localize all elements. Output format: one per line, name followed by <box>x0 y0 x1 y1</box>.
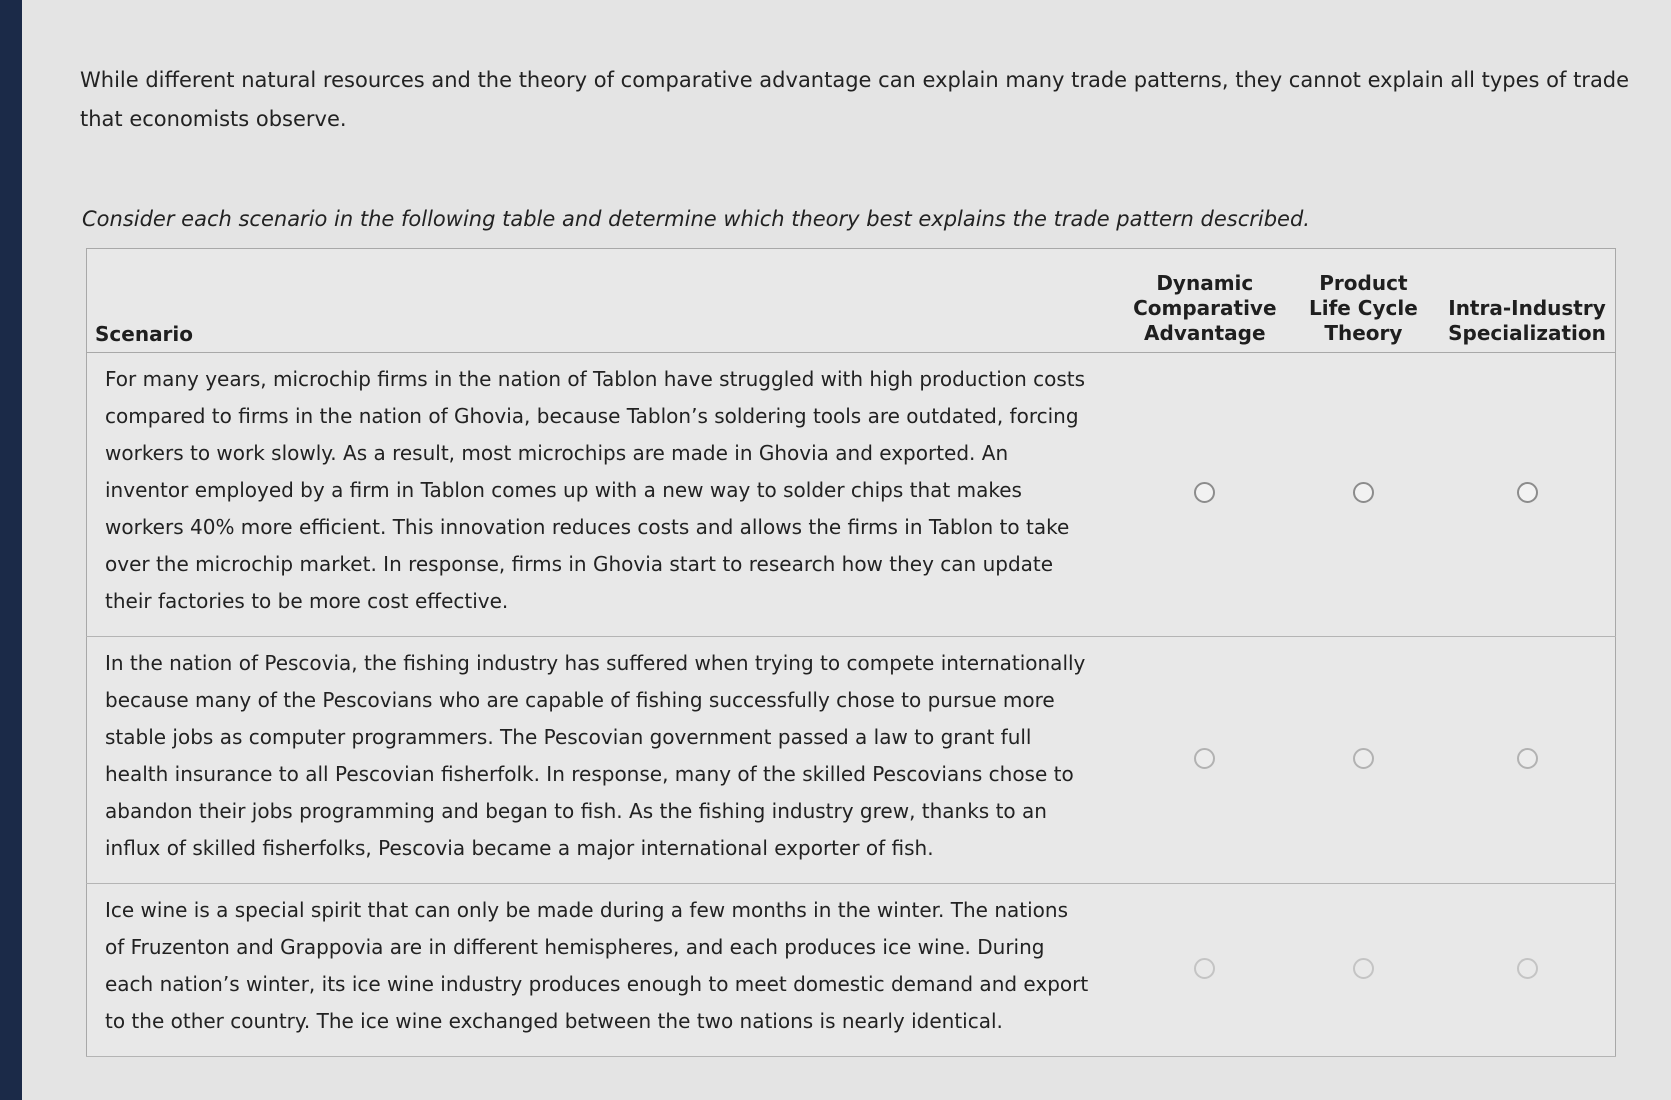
header-product-life-cycle-theory: Product Life Cycle Theory <box>1288 249 1439 353</box>
radio-dynamic-comparative-advantage[interactable] <box>1194 958 1215 979</box>
radio-product-life-cycle-theory[interactable] <box>1353 482 1374 503</box>
intro-text: While different natural resources and the theory of comparative advantage can explain many trade patterns, they cannot explain all types of trade that economists observe. <box>80 68 1630 131</box>
header-dynamic-comparative-advantage: Dynamic Comparative Advantage <box>1122 249 1288 353</box>
scenario-text: In the nation of Pescovia, the fishing industry has suffered when trying to compete internationally because many of the Pescovians who are capable of fishing successfully chose to pursue more stable jobs as computer programmers. The Pescovian government passed a law to grant full health insurance to all Pescovian fisherfolk. In response, many of the skilled Pescovians chose to abandon their jobs programming and began to fish. As the fishing industry grew, thanks to an influx of skilled fisherfolks, Pescovia became a major international exporter of fish. <box>87 637 1122 884</box>
radio-intra-industry-specialization[interactable] <box>1517 958 1538 979</box>
instruction-text: Consider each scenario in the following table and determine which theory best explains the trade pattern described. <box>82 207 1310 231</box>
scenario-column-header: Scenario <box>87 249 1122 353</box>
scenario-table <box>86 248 1616 1057</box>
radio-intra-industry-specialization[interactable] <box>1517 482 1538 503</box>
table-row <box>87 353 1616 637</box>
radio-dynamic-comparative-advantage[interactable] <box>1194 748 1215 769</box>
scenario-text: Ice wine is a special spirit that can only be made during a few months in the winter. The nations of Fruzenton and Grappovia are in different hemispheres, and each produces ice wine. During each nation’s winter, its ice wine industry produces enough to meet domestic demand and export to the other country. The ice wine exchanged between the two nations is nearly identical. <box>87 884 1122 1057</box>
header-intra-industry-specialization: Intra-Industry Specialization <box>1439 249 1615 353</box>
radio-product-life-cycle-theory[interactable] <box>1353 748 1374 769</box>
radio-intra-industry-specialization[interactable] <box>1517 748 1538 769</box>
table-row <box>87 637 1616 884</box>
table-row <box>87 884 1616 1057</box>
scenario-text: For many years, microchip firms in the nation of Tablon have struggled with high production costs compared to firms in the nation of Ghovia, because Tablon’s soldering tools are outdated, forcing workers to work slowly. As a result, most microchips are made in Ghovia and exported. An inventor employed by a firm in Tablon comes up with a new way to solder chips that makes workers 40% more efficient. This innovation reduces costs and allows the firms in Tablon to take over the microchip market. In response, firms in Ghovia start to research how they can update their factories to be more cost effective. <box>87 353 1122 637</box>
radio-product-life-cycle-theory[interactable] <box>1353 958 1374 979</box>
question-page <box>22 0 1671 1100</box>
radio-dynamic-comparative-advantage[interactable] <box>1194 482 1215 503</box>
